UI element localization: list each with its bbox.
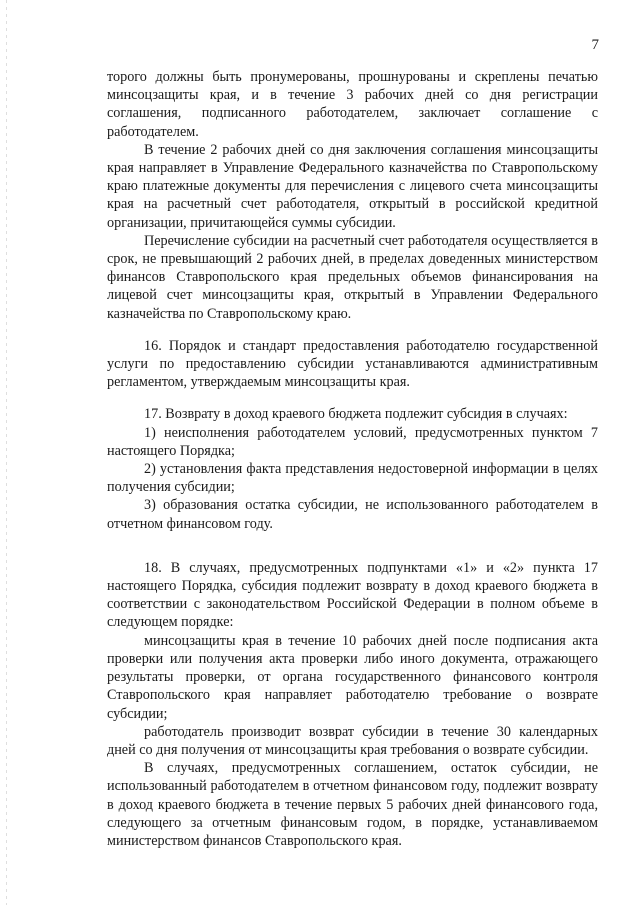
paragraph-continuation: торого должны быть пронумерованы, прошнурованы и скреплены печатью минсоцзащиты края, и в течение 3 рабочих дней со дня регистрации соглашения, подписанного работодателем, заключает соглашение с работодателем. (107, 69, 598, 140)
page-number: 7 (591, 37, 599, 53)
paragraph-remainder-refund: В случаях, предусмотренных соглашением, остаток субсидии, не использованный работодателем в отчетном финансовом году, подлежит возврату в доход краевого бюджета в течение первых 5 рабочих дней финансового года, следующего за отчетным финансовым годом, в порядке, устанавливаемом министерством финансов Ставропольского края. (107, 760, 598, 849)
paragraph-section-18: 18. В случаях, предусмотренных подпунктами «1» и «2» пункта 17 настоящего Порядка, субсидия подлежит возврату в доход краевого бюджета в соответствии с законодательством Российской Федерации в полном объеме в следующем порядке: (107, 559, 598, 631)
list-item-17-2: 2) установления факта представления недостоверной информации в целях получения субсидии; (107, 461, 598, 496)
document-body (107, 68, 598, 850)
list-item-17-3: 3) образования остатка субсидии, не использованного работодателем в отчетном финансовом году. (107, 497, 598, 532)
paragraph-employer-refund: работодатель производит возврат субсидии в течение 30 календарных дней со дня получения от минсоцзащиты края требования о возврате субсидии. (107, 723, 598, 758)
list-item-17-1: 1) неисполнения работодателем условий, предусмотренных пунктом 7 настоящего Порядка; (107, 424, 598, 459)
paragraph-section-17: 17. Возврату в доход краевого бюджета подлежит субсидия в случаях: (144, 406, 568, 423)
paragraph-subsidy-transfer: Перечисление субсидии на расчетный счет работодателя осуществляется в срок, не превышающий 2 рабочих дней, в пределах доведенных министерством финансов Ставропольского края предельных объемов финансирования на лицевой счет минсоцзащиты края, открытый в Управлении Федерального казначейства по Ставропольскому краю. (107, 232, 598, 322)
paragraph-section-16: 16. Порядок и стандарт предоставления работодателю государственной услуги по предоставлению субсидии устанавливаются административным регламентом, утверждаемым минсоцзащиты края. (107, 337, 598, 391)
paragraph-payment-docs: В течение 2 рабочих дней со дня заключения соглашения минсоцзащиты края направляет в Управление Федерального казначейства по Ставропольскому краю платежные документы для перечисления с лицевого счета минсоцзащиты края на расчетный счет работодателя, открытый в российской кредитной организации, причитающейся суммы субсидии. (107, 141, 598, 231)
paragraph-audit-demand: минсоцзащиты края в течение 10 рабочих дней после подписания акта проверки или получения акта проверки либо иного документа, отражающего результаты проверки, от органа государственного финансового контроля Ставропольского края направляет работодателю требование о возврате субсидии; (107, 632, 598, 722)
scan-edge-artifact (6, 0, 7, 905)
